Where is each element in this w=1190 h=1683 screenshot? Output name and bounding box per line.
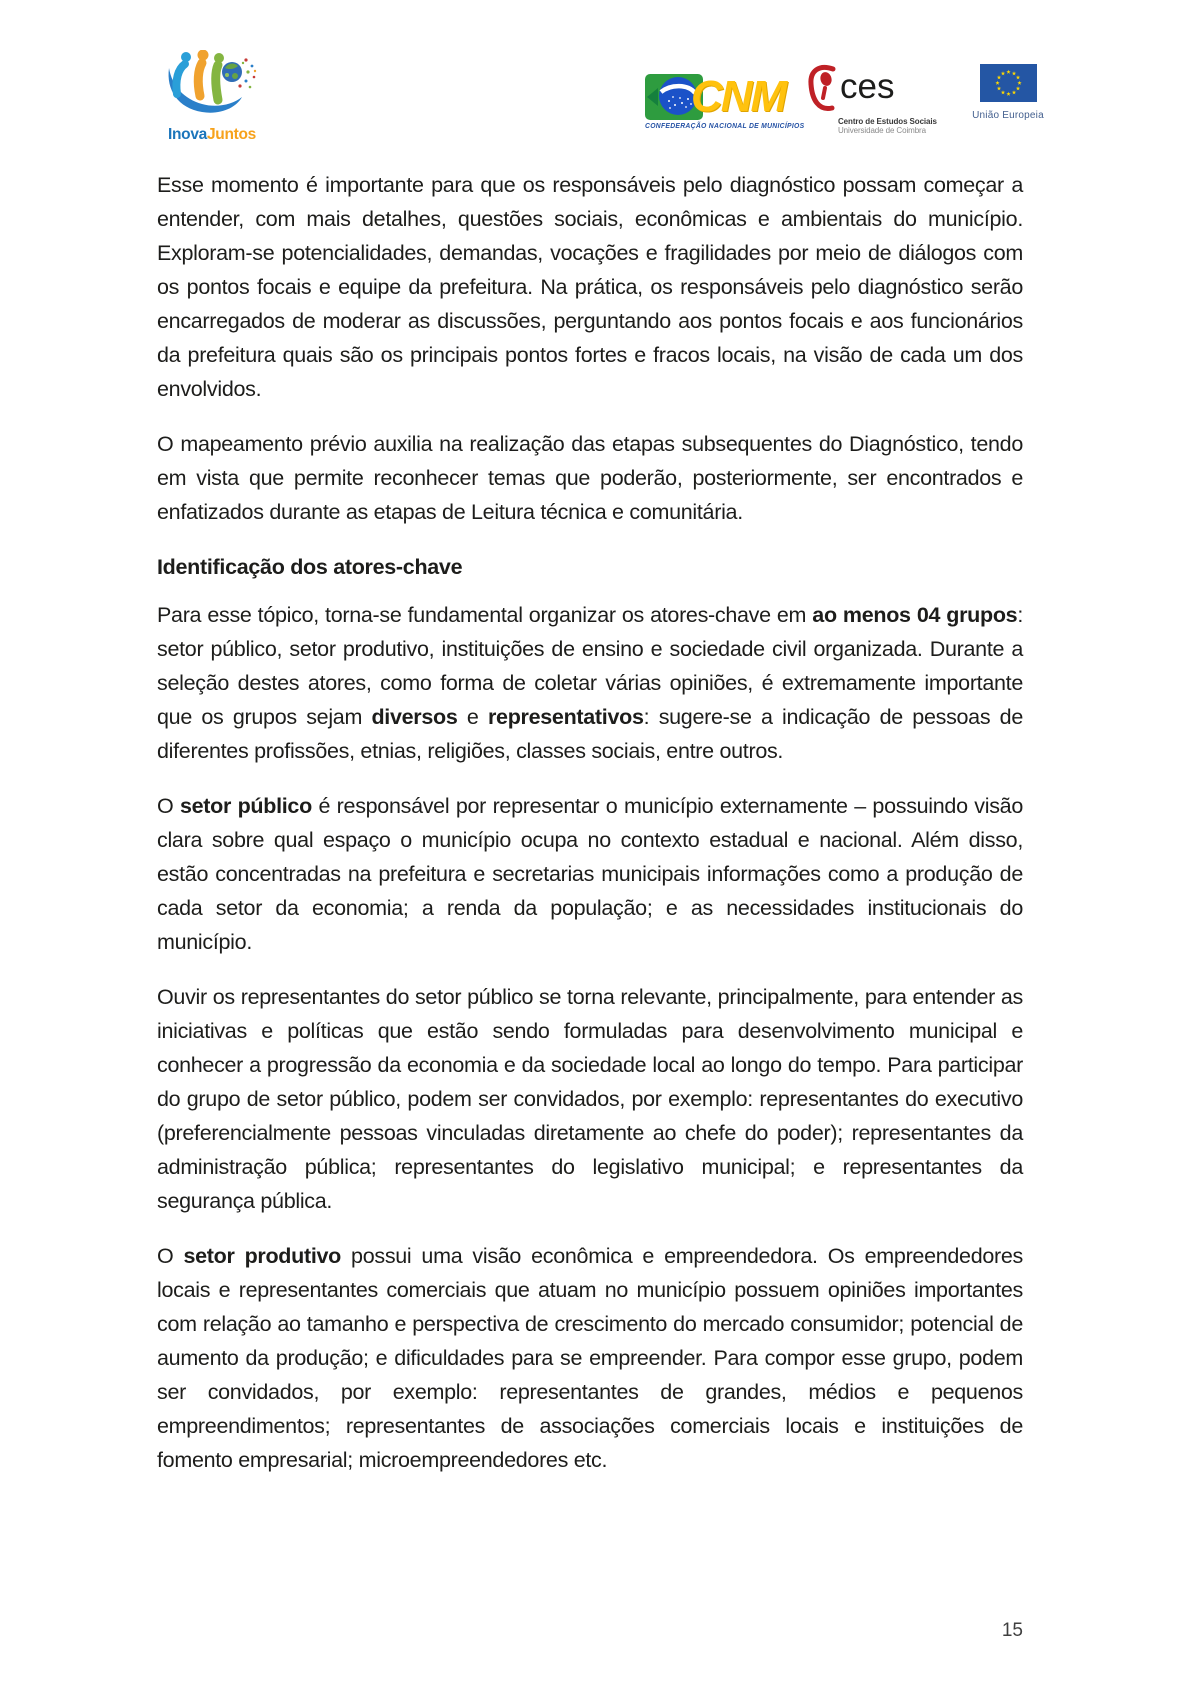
document-body — [157, 168, 1023, 1498]
text-segment: Para esse tópico, torna-se fundamental organizar os atores-chave em — [157, 603, 813, 627]
text-segment: O mapeamento prévio auxilia na realização das etapas subsequentes do Diagnóstico, tendo em vista que permite reconhecer temas que poderão, posteriormente, ser encontrados e enfatizados durante as etapas de Leitura técnica e comunitária. — [157, 432, 1023, 524]
paragraph — [157, 168, 1023, 406]
ces-wordmark: ces — [840, 66, 895, 106]
paragraph — [157, 1239, 1023, 1477]
ces-logo — [806, 62, 937, 135]
inova-wordmark-part2: Juntos — [206, 126, 256, 143]
inovajuntos-logo — [156, 50, 268, 143]
text-segment: é responsável por representar o município externamente – possuindo visão clara sobre qual espaço o município ocupa no contexto estadual e nacional. Além disso, estão concentradas na prefeitura e secretarias municipais informações como a produção de cada setor da economia; a renda da população; e as necessidades institucionais do município. — [157, 794, 1023, 954]
text-segment: e — [457, 705, 488, 729]
inovajuntos-wordmark — [156, 127, 268, 143]
bold-text-segment: representativos — [487, 705, 644, 729]
paragraph — [157, 598, 1023, 768]
paragraph — [157, 980, 1023, 1218]
text-segment: O — [157, 794, 180, 818]
bold-text-segment: ao menos 04 grupos — [812, 603, 1018, 627]
ces-caption-line1: Centro de Estudos Sociais — [838, 117, 937, 126]
paragraph — [157, 789, 1023, 959]
bold-text-segment: setor produtivo — [183, 1244, 342, 1268]
inovajuntos-icon — [162, 50, 262, 122]
bold-text-segment: diversos — [371, 705, 458, 729]
page-number: 15 — [1001, 1620, 1023, 1641]
ces-symbol-icon — [806, 62, 838, 116]
eu-caption: União Europeia — [972, 110, 1044, 121]
cnm-caption: CONFEDERAÇÃO NACIONAL DE MUNICÍPIOS — [645, 123, 805, 130]
eu-logo — [952, 64, 1064, 121]
eu-flag-icon — [980, 64, 1037, 102]
text-segment: : sugere-se a indicação de pessoas de diferentes profissões, etnias, religiões, classes sociais, entre outros. — [157, 705, 1024, 763]
paragraph — [157, 427, 1023, 529]
ces-caption-line2: Universidade de Coimbra — [838, 126, 926, 135]
bold-text-segment: setor público — [179, 794, 312, 818]
cnm-logo — [645, 74, 809, 130]
bold-text-segment: Identificação dos atores-chave — [157, 555, 463, 579]
text-segment: : setor público, setor produtivo, instituições de ensino e sociedade civil organizada. Durante a seleção destes atores, como forma de coletar várias opiniões, é extremamente importante que os grupos sejam — [157, 603, 1023, 729]
text-segment: Ouvir os representantes do setor público se torna relevante, principalmente, para entender as iniciativas e políticas que estão sendo formuladas para desenvolvimento municipal e conhecer a progressão da economia e da sociedade local ao longo do tempo. Para participar do grupo de setor público, podem ser convidados, por exemplo: representantes do executivo (preferencialmente pessoas vinculadas diretamente ao chefe do poder); representantes da administração pública; representantes do legislativo municipal; e representantes da segurança pública. — [157, 985, 1023, 1213]
text-segment: O — [157, 1244, 184, 1268]
inova-wordmark-part1: Inova — [168, 126, 207, 143]
text-segment: Esse momento é importante para que os responsáveis pelo diagnóstico possam começar a entender, com mais detalhes, questões sociais, econômicas e ambientais do município. Exploram-se potencialidades, demandas, vocações e fragilidades por meio de diálogos com os pontos focais e equipe da prefeitura. Na prática, os responsáveis pelo diagnóstico serão encarregados de moderar as discussões, perguntando aos pontos focais e aos funcionários da prefeitura quais são os principais pontos fortes e fracos locais, na visão de cada um dos envolvidos. — [157, 173, 1023, 401]
cnm-wordmark: CNM — [691, 72, 786, 121]
text-segment: possui uma visão econômica e empreendedora. Os empreendedores locais e representantes comerciais que atuam no município possuem opiniões importantes com relação ao tamanho e perspectiva de crescimento do mercado consumidor; potencial de aumento da produção; e dificuldades para se empreender. Para compor esse grupo, podem ser convidados, por exemplo: representantes de grandes, médios e pequenos empreendimentos; representantes de associações comerciais locais e instituições de fomento empresarial; microempreendedores etc. — [157, 1244, 1023, 1472]
section-heading — [157, 550, 1023, 584]
